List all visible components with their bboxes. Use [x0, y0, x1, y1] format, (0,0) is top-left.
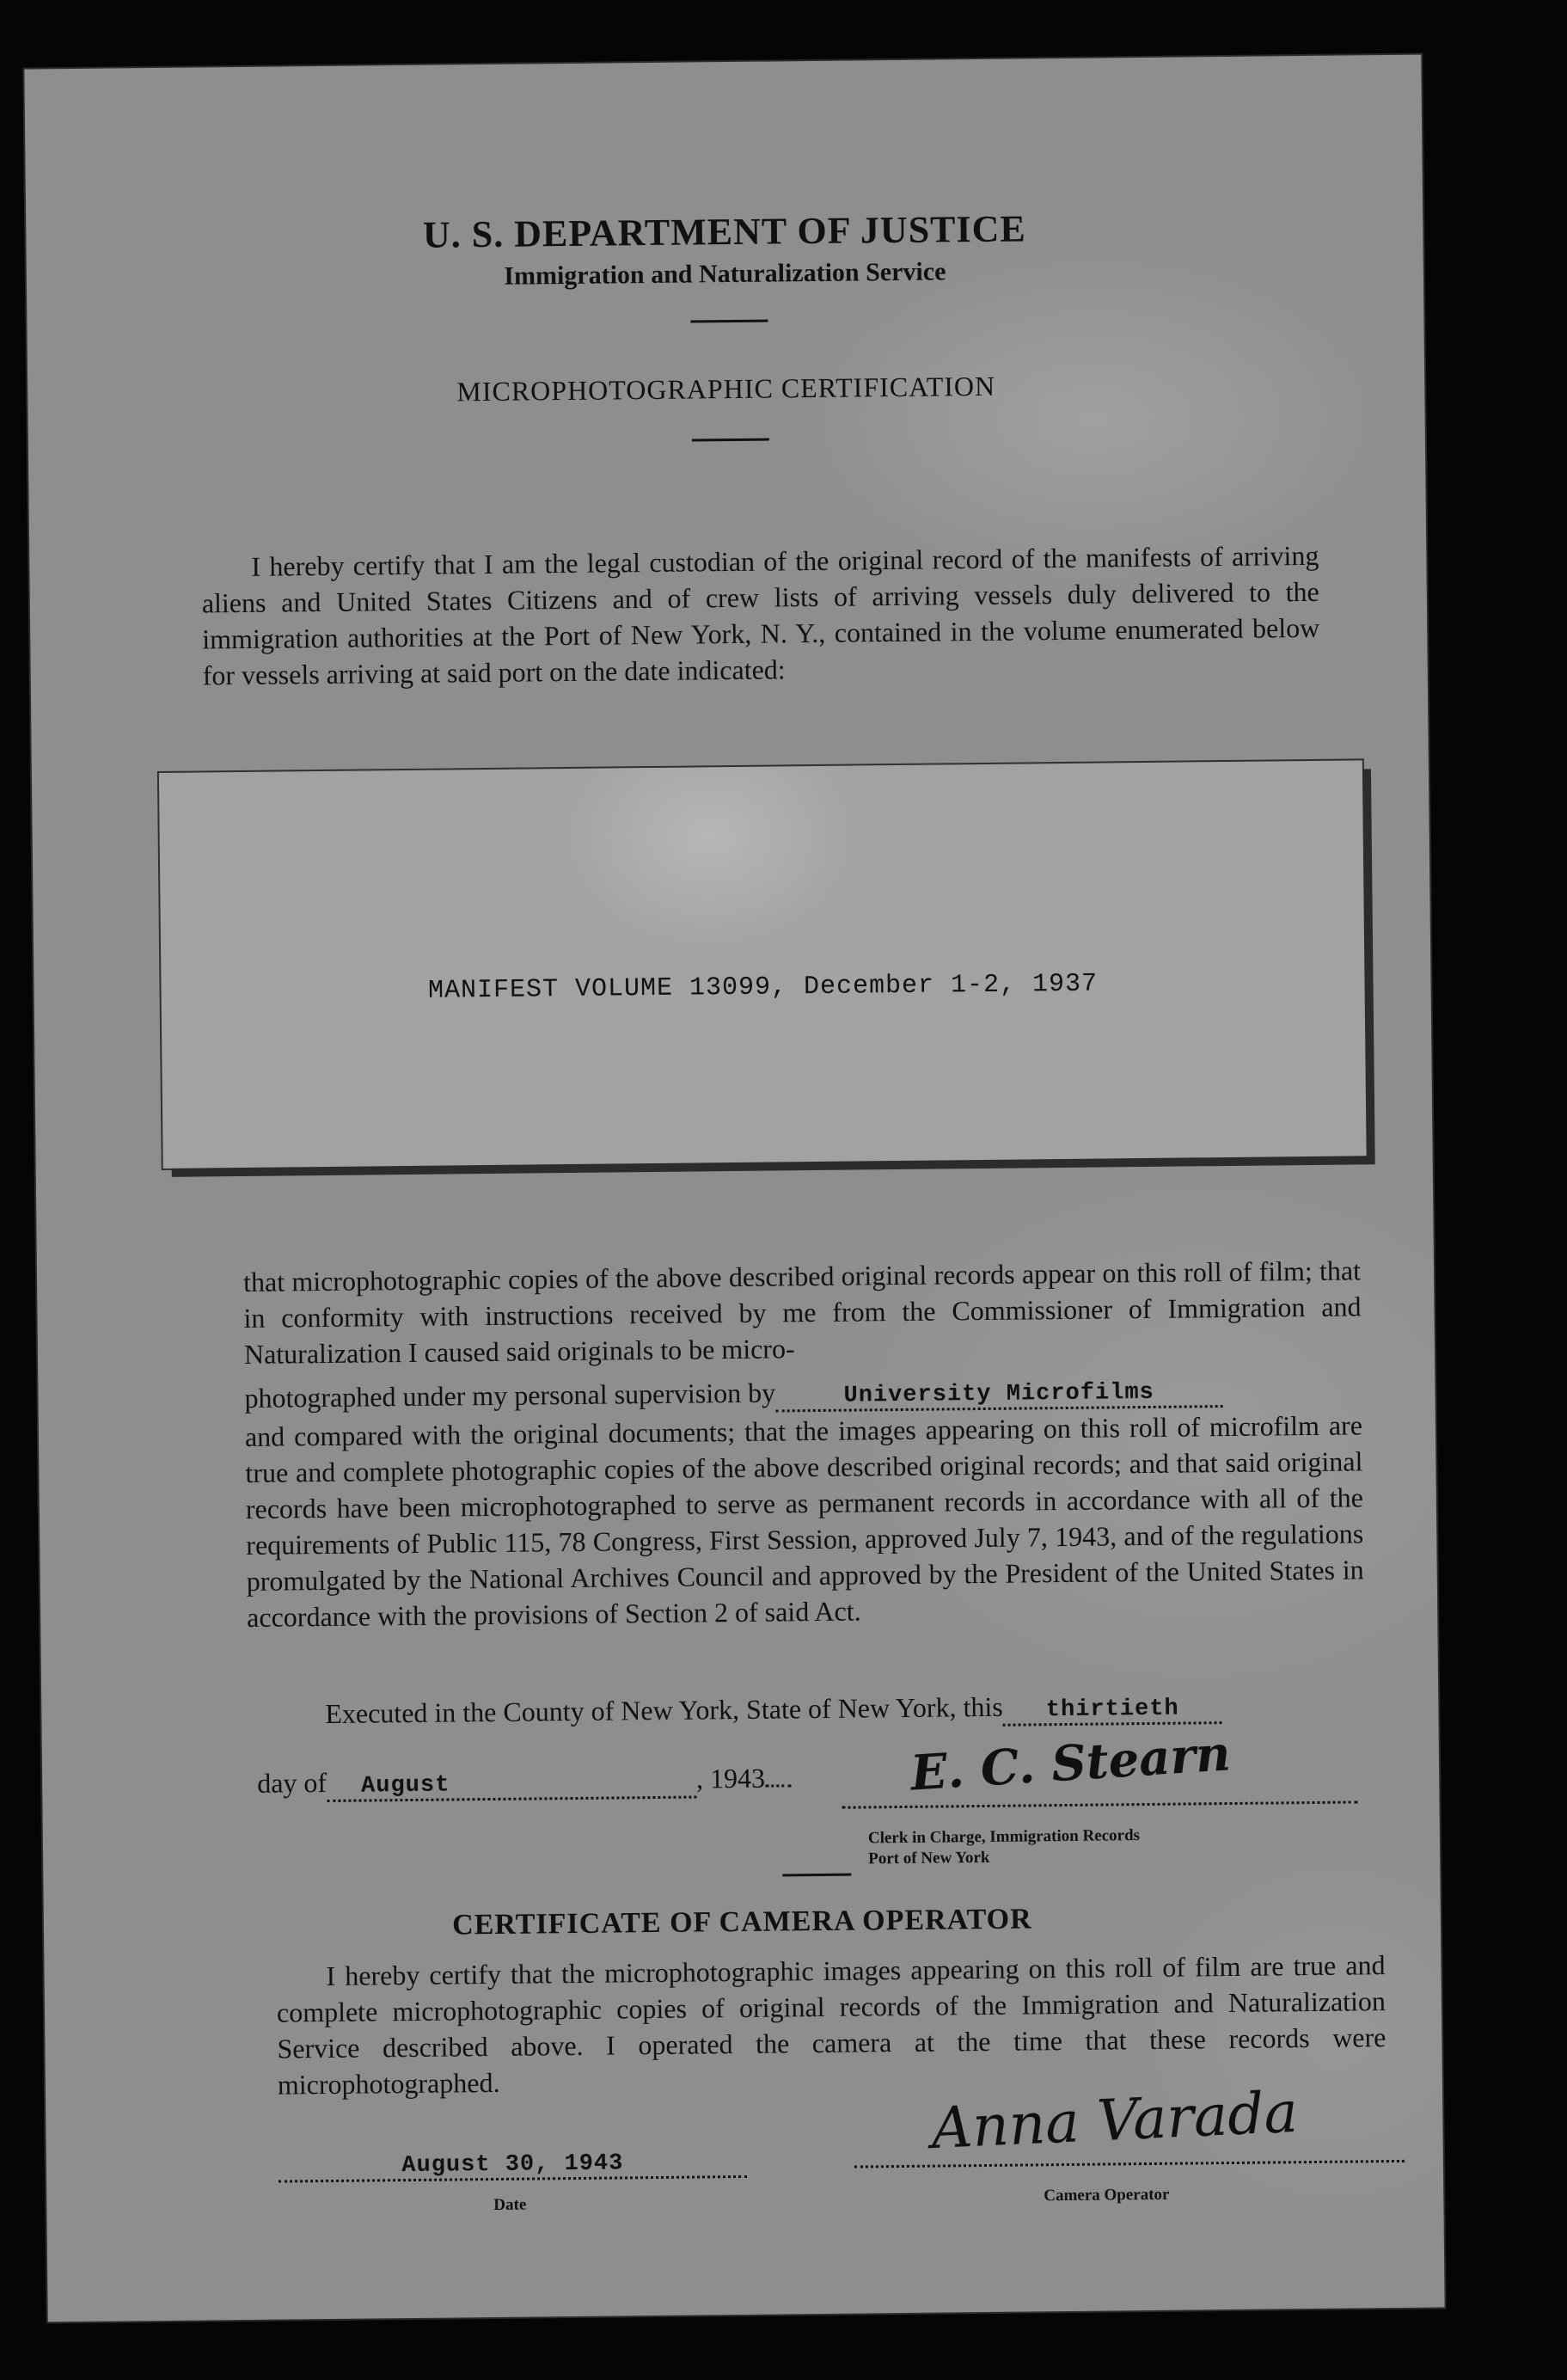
day-of-line	[257, 1762, 791, 1802]
camera-date-caption: Date	[493, 2195, 527, 2214]
intro-paragraph: I hereby certify that I am the legal custodian of the original record of the manifests of arriving aliens and United States Citizens and of crew lists of arriving vessels duly delivered to the immigration authorities at the Port of New York, N. Y., contained in the volume enumerated below for vessels arriving at said port on the date indicated:	[201, 539, 1320, 691]
camera-date-value: August 30, 1943	[401, 2150, 624, 2180]
manifest-volume-label: MANIFEST VOLUME 13099, December 1-2, 1937	[427, 969, 1099, 1006]
divider	[690, 320, 768, 323]
divider	[692, 439, 769, 442]
certification-title: MICROPHOTOGRAPHIC CERTIFICATION	[456, 370, 996, 408]
clerk-signature: E. C. Stearn	[909, 1725, 1233, 1802]
supervision-value: University Microfilms	[843, 1379, 1154, 1409]
execution-day-field	[1003, 1689, 1222, 1727]
clerk-title: Clerk in Charge, Immigration Records	[867, 1826, 1141, 1848]
certification-paragraph-2: and compared with the original documents; that the images appearing on this roll of microfilm are true and complete photographic copies of the above described original records; and that said original records have been microphotographed to serve as permanent records in accordance with all of the requirements of Public 115, 78 Congress, First Session, approved July 7, 1943, and of the regulations promulgated by the National Archives Council and approved by the President of the United States in accordance with the provisions of Section 2 of said Act.	[244, 1409, 1364, 1633]
department-heading: U. S. DEPARTMENT OF JUSTICE	[422, 207, 1027, 256]
camera-operator-caption: Camera Operator	[1044, 2185, 1170, 2205]
day-of-label: day of	[257, 1767, 327, 1799]
execution-line	[325, 1689, 1222, 1733]
certificate-page	[24, 55, 1444, 2322]
supervision-field	[775, 1372, 1222, 1412]
manifest-volume-card	[159, 760, 1367, 1169]
camera-date-field	[279, 2143, 747, 2183]
execution-month-field	[327, 1764, 696, 1803]
camera-certificate-text: I hereby certify that the microphotographic images appearing on this roll of film are true and complete microphotographic copies of original records of the Immigration and Naturalization Service described above. I operated the camera at the time that these records were microphotographed.	[276, 1949, 1386, 2101]
year-trailing-dots	[765, 1784, 791, 1787]
execution-day-value: thirtieth	[1045, 1696, 1179, 1724]
supervision-prefix: photographed under my personal supervision by	[244, 1377, 776, 1414]
clerk-caption	[868, 1825, 1141, 1869]
camera-certificate-title: CERTIFICATE OF CAMERA OPERATOR	[451, 1903, 1032, 1941]
clerk-signature-line	[842, 1800, 1358, 1808]
execution-month-value: August	[360, 1772, 450, 1800]
camera-operator-signature: Anna Varada	[929, 2078, 1300, 2162]
execution-year: , 1943	[695, 1762, 766, 1794]
divider	[782, 1874, 851, 1877]
camera-date-line	[279, 2143, 747, 2183]
clerk-location: Port of New York	[868, 1848, 990, 1868]
execution-prefix: Executed in the County of New York, State of New York, this	[325, 1690, 1003, 1730]
service-subheading: Immigration and Naturalization Service	[504, 257, 946, 291]
certification-paragraph-1: that microphotographic copies of the above described original records appear on this roll of film; that in conformity with instructions received by me from the Commissioner of Immigration and Naturalization I caused said originals to be micro-	[242, 1254, 1362, 1370]
